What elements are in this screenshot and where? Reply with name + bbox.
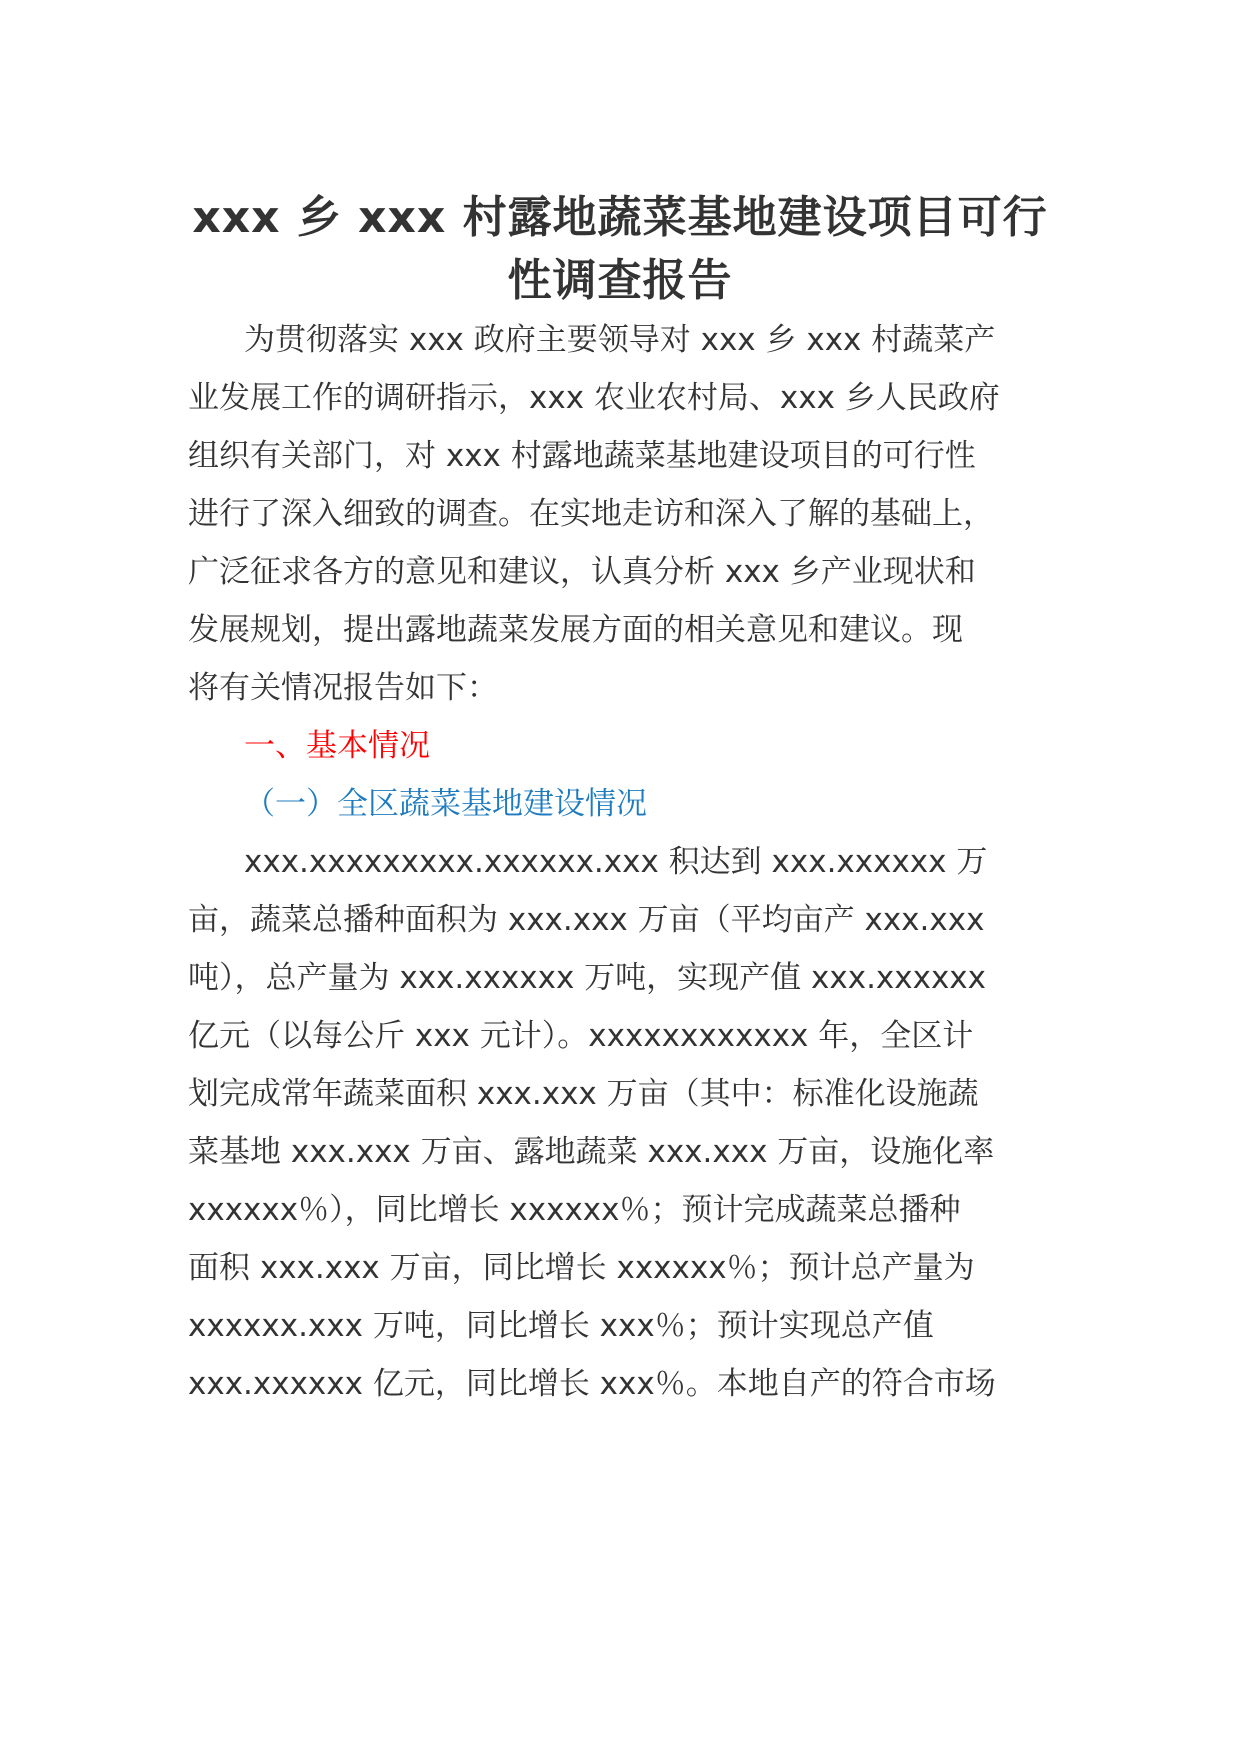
body-line: 菜基地 xxx.xxx 万亩、露地蔬菜 xxx.xxx 万亩，设施化率	[188, 1134, 995, 1170]
intro-line: 为贯彻落实 xxx 政府主要领导对 xxx 乡 xxx 村蔬菜产	[244, 322, 996, 358]
intro-line: 将有关情况报告如下：	[188, 670, 498, 706]
body-line: 面积 xxx.xxx 万亩，同比增长 xxxxxx％；预计总产量为	[188, 1250, 975, 1286]
body-line: 亩，蔬菜总播种面积为 xxx.xxx 万亩（平均亩产 xxx.xxx	[188, 902, 985, 938]
body-line: xxxxxx.xxx 万吨，同比增长 xxx％；预计实现总产值	[188, 1308, 934, 1344]
intro-line: 广泛征求各方的意见和建议，认真分析 xxx 乡产业现状和	[188, 554, 976, 590]
intro-line: 业发展工作的调研指示，xxx 农业农村局、xxx 乡人民政府	[188, 380, 1000, 416]
section-heading-basic: 一、基本情况	[244, 728, 430, 764]
subsection-heading-vegetable-bases: （一）全区蔬菜基地建设情况	[244, 786, 647, 822]
intro-line: 组织有关部门，对 xxx 村露地蔬菜基地建设项目的可行性	[188, 438, 976, 474]
document-title: xxx 乡 xxx 村露地蔬菜基地建设项目可行性调查报告	[192, 192, 1048, 306]
body-line: xxxxxx％），同比增长 xxxxxx％；预计完成蔬菜总播种	[188, 1192, 961, 1228]
intro-line: 进行了深入细致的调查。在实地走访和深入了解的基础上，	[188, 496, 994, 532]
body-line: xxx.xxxxxx 亿元，同比增长 xxx％。本地自产的符合市场	[188, 1366, 996, 1402]
body-line: xxx.xxxxxxxxx.xxxxxx.xxx 积达到 xxx.xxxxxx 万	[244, 844, 988, 880]
intro-line: 发展规划，提出露地蔬菜发展方面的相关意见和建议。现	[188, 612, 963, 648]
body-line: 划完成常年蔬菜面积 xxx.xxx 万亩（其中：标准化设施蔬	[188, 1076, 979, 1112]
body-line: 吨），总产量为 xxx.xxxxxx 万吨，实现产值 xxx.xxxxxx	[188, 960, 986, 996]
body-line: 亿元（以每公斤 xxx 元计）。xxxxxxxxxxxx 年，全区计	[188, 1018, 974, 1054]
